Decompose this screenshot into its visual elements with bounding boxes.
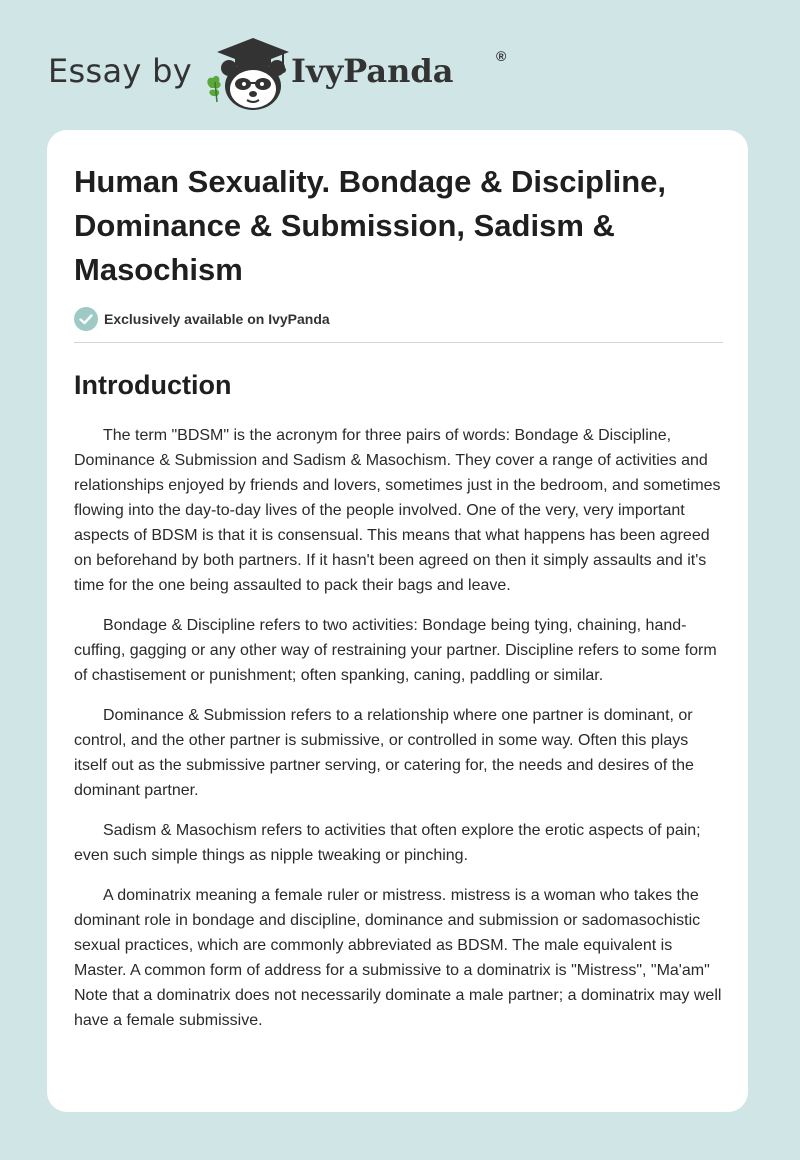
essay-content: [74, 160, 724, 1033]
title-divider: [74, 342, 723, 343]
essay-by-label: Essay by: [48, 52, 192, 90]
paragraph: Dominance & Submission refers to a relationship where one partner is dominant, or control, and the other partner is submissive, or controlled in some way. Often this plays itself out as the submissive partner serving, or catering for, the needs and desires of the dominant partner.: [74, 707, 694, 799]
exclusive-badge-label: Exclusively available on IvyPanda: [104, 311, 330, 327]
registered-mark: ®: [496, 48, 507, 64]
brand-name[interactable]: IvyPanda: [291, 52, 454, 90]
check-circle-icon: [74, 307, 98, 331]
section-heading-introduction: Introduction: [74, 370, 232, 400]
site-header: [48, 34, 568, 114]
paragraph: Sadism & Masochism refers to activities that often explore the erotic aspects of pain; even such simple things as nipple tweaking or pinching.: [74, 822, 701, 864]
page-title: Human Sexuality. Bondage & Discipline, Dominance & Submission, Sadism & Masochism: [74, 164, 666, 287]
paragraph: A dominatrix meaning a female ruler or mistress. mistress is a woman who takes the dominant role in bondage and discipline, dominance and submission or sadomasochistic sexual practices, which are commonly abbreviated as BDSM. The male equivalent is Master. A common form of address for a submissive to a dominatrix is "Mistress", "Ma'am" Note that a dominatrix does not necessarily dominate a male partner; a dominatrix may well have a female submissive.: [74, 887, 722, 1029]
paragraph: The term "BDSM" is the acronym for three pairs of words: Bondage & Discipline, Dominance & Submission and Sadism & Masochism. They cover a range of activities and relationships enjoyed by friends and lovers, sometimes just in the bedroom, and sometimes flowing into the day-to-day lives of the people involved. One of the very, very important aspects of BDSM is that it is consensual. This means that what happens has been agreed on beforehand by both partners. If it hasn't been agreed on then it simply assaults and it's time for the one being assaulted to pack their bags and leave.: [74, 427, 721, 594]
exclusive-badge: [74, 306, 724, 332]
essay-card: [47, 130, 748, 1112]
panda-graduate-icon[interactable]: [203, 34, 289, 114]
paragraph: Bondage & Discipline refers to two activities: Bondage being tying, chaining, hand-cuffing, gagging or any other way of restraining your partner. Discipline refers to some form of chastisement or punishment; often spanking, caning, paddling or similar.: [74, 617, 717, 684]
